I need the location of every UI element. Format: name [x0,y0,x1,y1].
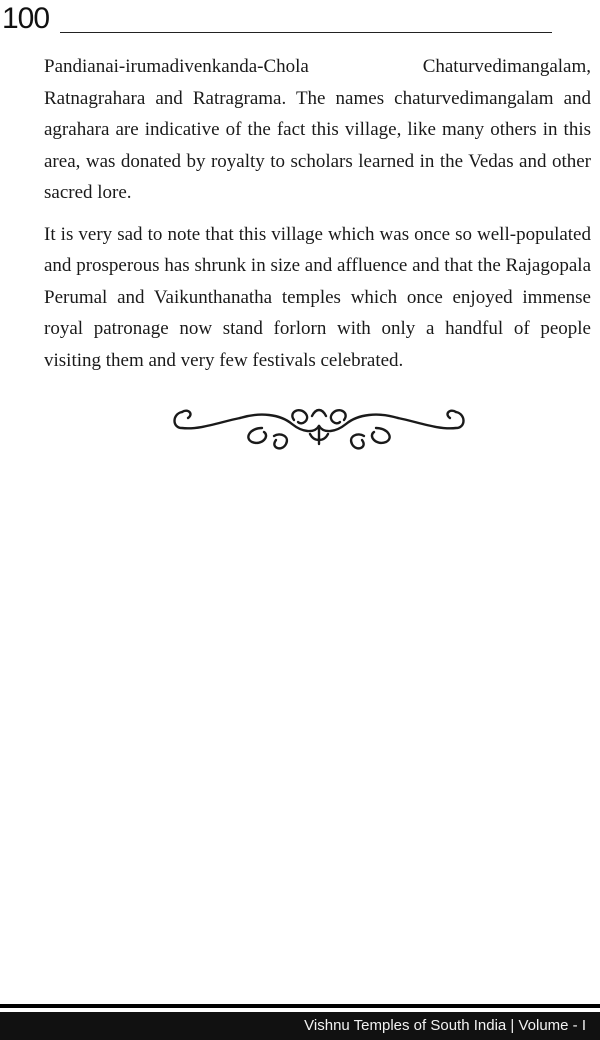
paragraph-2: It is very sad to note that this village which was once so well-populated and prosperous has shrunk in size and affluence and that the Rajagopala Perumal and Vaikunthanatha temples which once enjoyed immense royal patronage now stand forlorn with only a handful of people visiting them and very few festivals celebrated. [44,223,591,371]
running-title: Vishnu Temples of South India | Volume - I [304,1017,586,1034]
page-number: 100 [2,2,50,35]
paragraph-1-first-line [44,51,591,83]
header-rule [60,32,552,33]
paragraph-1-rest: Ratnagrahara and Ratragrama. The names chaturvedimangalam and agrahara are indicative of the fact this village, like many others in this area, was donated by royalty to scholars learned in the Vedas and other sacred lore. [44,87,591,203]
paragraph-1-first-right: Chaturvedimangalam, [422,56,591,77]
paragraph-1 [44,51,591,209]
footer-rule [0,1004,600,1008]
body-text [44,51,591,386]
scroll-flourish-icon [170,398,468,454]
paragraph-1-first-left: Pandianai-irumadivenkanda-Chola [44,56,309,77]
